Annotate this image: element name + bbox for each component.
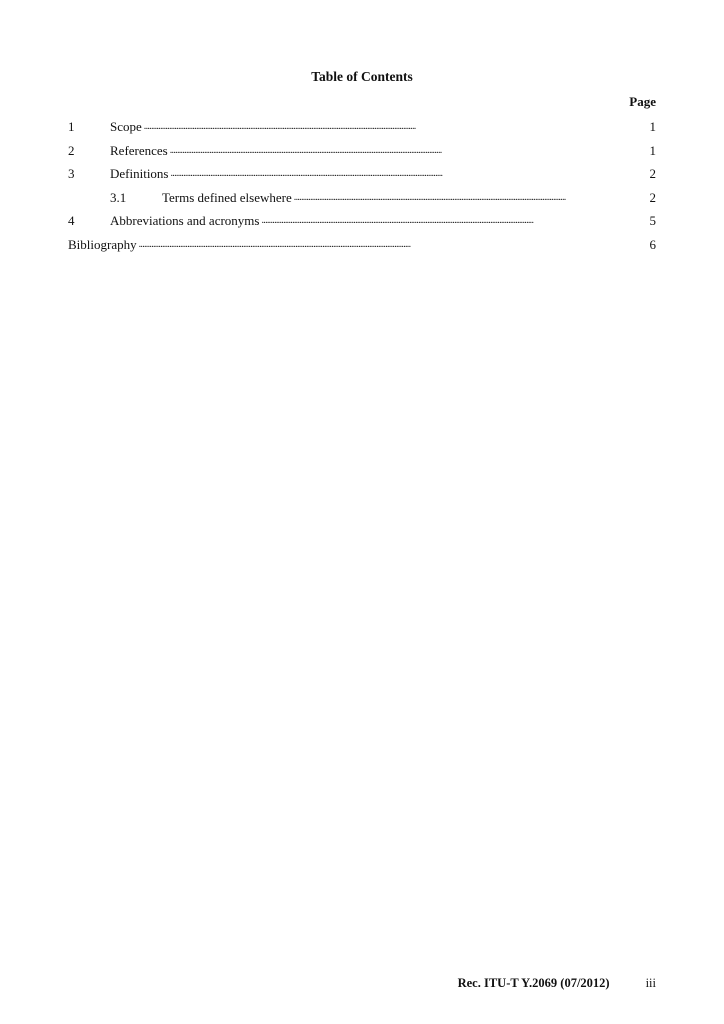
- toc-list: [68, 118, 656, 259]
- toc-title: Table of Contents: [311, 69, 413, 84]
- page-column-heading: Page: [629, 94, 656, 109]
- entry-number: 3.1: [110, 189, 127, 205]
- entry-page: 5: [649, 213, 656, 228]
- dot-leader: [170, 142, 602, 159]
- entry-title: References: [110, 142, 168, 158]
- entry-number: 3: [68, 166, 75, 181]
- dot-leader: [144, 118, 602, 135]
- toc-entry-scope[interactable]: [68, 118, 656, 142]
- entry-page: 6: [649, 236, 656, 252]
- entry-title: Terms defined elsewhere: [162, 189, 292, 205]
- entry-title: Bibliography: [68, 236, 137, 252]
- dot-leader: [171, 165, 603, 182]
- entry-title: Scope: [110, 119, 142, 134]
- entry-title: Definitions: [110, 166, 169, 181]
- toc-entry-abbreviations[interactable]: [68, 212, 656, 236]
- dot-leader: [294, 189, 602, 206]
- entry-title: Abbreviations and acronyms: [110, 213, 260, 228]
- toc-entry-terms-defined-elsewhere[interactable]: [68, 189, 656, 213]
- entry-number: 1: [68, 119, 75, 134]
- entry-page: 1: [649, 142, 656, 158]
- toc-entry-references[interactable]: [68, 142, 656, 166]
- entry-number: 4: [68, 213, 75, 228]
- footer-reference: Rec. ITU-T Y.2069 (07/2012): [457, 976, 610, 990]
- footer-page-number: iii: [645, 976, 656, 990]
- dot-leader: [139, 236, 602, 253]
- page-footer: [458, 976, 656, 991]
- entry-page: 1: [649, 119, 656, 134]
- toc-entry-bibliography[interactable]: [68, 236, 656, 260]
- dot-leader: [261, 212, 602, 229]
- entry-page: 2: [649, 189, 656, 205]
- toc-entry-definitions[interactable]: [68, 165, 656, 189]
- entry-page: 2: [649, 166, 656, 181]
- entry-number: 2: [68, 142, 75, 158]
